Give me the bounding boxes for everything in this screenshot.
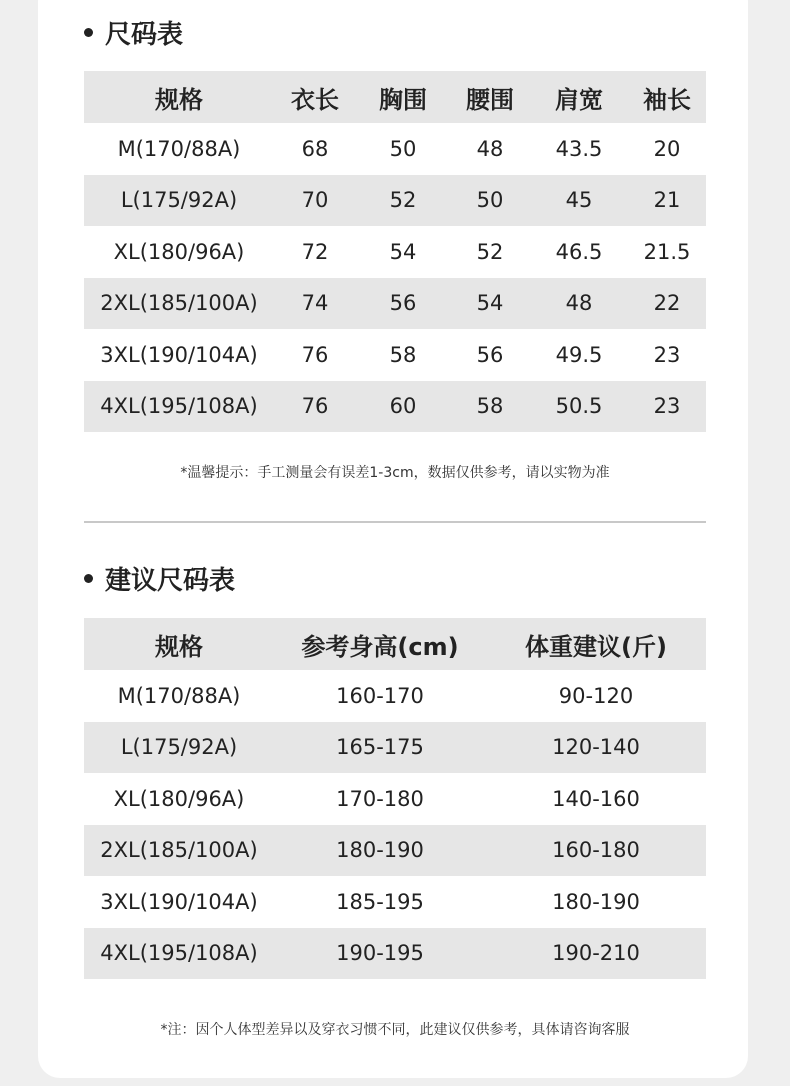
table-cell: 90-120 [558, 683, 634, 708]
table-cell: 56 [356, 278, 450, 330]
table-cell: 180-190 [552, 889, 640, 914]
table-cell: 160-170 [336, 683, 424, 708]
table-cell: L(175/92A) [84, 722, 274, 774]
table-cell: 20 [653, 136, 681, 161]
table-row [84, 329, 706, 381]
table-cell: 60 [356, 381, 450, 433]
table-cell: 160-180 [486, 825, 706, 877]
table-cell: 49.5 [555, 342, 603, 367]
table-row [84, 278, 706, 330]
table-cell: 48 [476, 136, 504, 161]
table-cell: M(170/88A) [117, 136, 241, 161]
table-cell: 3XL(190/104A) [100, 342, 258, 367]
table-header-row [84, 71, 706, 123]
table-cell: 170-180 [336, 786, 424, 811]
table-cell: 2XL(185/100A) [84, 825, 274, 877]
table-cell: 185-195 [336, 889, 424, 914]
table-cell: 21.5 [643, 239, 691, 264]
table-row [84, 825, 706, 877]
table-row [84, 722, 706, 774]
table-row [84, 123, 706, 175]
header-cell: 肩宽 [530, 71, 628, 123]
table-cell: 50 [450, 175, 530, 227]
header-cell: 体重建议(斤) [486, 618, 706, 670]
section-divider [84, 521, 706, 523]
table-row [84, 226, 706, 278]
table-cell: 58 [389, 342, 417, 367]
size-chart-note: *温馨提示：手工测量会有误差1-3cm，数据仅供参考，请以实物为准 [180, 465, 610, 481]
table-cell: 48 [530, 278, 628, 330]
table-row [84, 670, 706, 722]
table-cell: 4XL(195/108A) [84, 381, 274, 433]
table-cell: 76 [274, 381, 356, 433]
table-cell: 72 [301, 239, 329, 264]
table-cell: XL(180/96A) [113, 239, 245, 264]
table-cell: 45 [530, 175, 628, 227]
table-cell: 54 [450, 278, 530, 330]
table-cell: 74 [274, 278, 356, 330]
table-cell: 68 [301, 136, 329, 161]
bullet-icon [84, 28, 93, 37]
table-cell: 70 [274, 175, 356, 227]
recommend-chart-note: *注：因个人体型差异以及穿衣习惯不同，此建议仅供参考，具体请咨询客服 [160, 1022, 630, 1038]
table-header-row [84, 618, 706, 670]
header-cell: 袖长 [628, 71, 706, 123]
header-cell: 规格 [84, 618, 274, 670]
header-cell: 腰围 [450, 71, 530, 123]
header-cell: 参考身高(cm) [274, 618, 486, 670]
table-cell: M(170/88A) [117, 683, 241, 708]
table-cell: 165-175 [274, 722, 486, 774]
recommend-chart-table [84, 618, 706, 979]
table-cell: 21 [628, 175, 706, 227]
size-chart-heading [84, 12, 183, 52]
table-cell: 2XL(185/100A) [84, 278, 274, 330]
table-cell: 50 [389, 136, 417, 161]
table-cell: 58 [450, 381, 530, 433]
table-cell: 140-160 [552, 786, 640, 811]
table-cell: 4XL(195/108A) [84, 928, 274, 980]
table-cell: 43.5 [555, 136, 603, 161]
table-row [84, 773, 706, 825]
table-cell: L(175/92A) [84, 175, 274, 227]
table-cell: 120-140 [486, 722, 706, 774]
header-cell: 衣长 [274, 71, 356, 123]
table-cell: 46.5 [555, 239, 603, 264]
table-cell: 22 [628, 278, 706, 330]
table-cell: 180-190 [274, 825, 486, 877]
table-row [84, 381, 706, 433]
recommend-chart-heading [84, 558, 235, 598]
table-cell: 50.5 [530, 381, 628, 433]
bullet-icon [84, 574, 93, 583]
table-cell: 190-210 [486, 928, 706, 980]
recommend-chart-title: 建议尺码表 [105, 565, 236, 596]
table-row [84, 876, 706, 928]
table-cell: 190-195 [274, 928, 486, 980]
table-cell: 52 [476, 239, 504, 264]
table-row [84, 928, 706, 980]
size-chart-table [84, 71, 706, 432]
header-cell: 胸围 [356, 71, 450, 123]
table-cell: 3XL(190/104A) [100, 889, 258, 914]
table-cell: 23 [653, 342, 681, 367]
table-row [84, 175, 706, 227]
table-cell: 52 [356, 175, 450, 227]
table-cell: 54 [389, 239, 417, 264]
header-cell: 规格 [84, 71, 274, 123]
size-chart-title: 尺码表 [105, 19, 184, 50]
table-cell: 56 [476, 342, 504, 367]
table-cell: 76 [301, 342, 329, 367]
table-cell: 23 [628, 381, 706, 433]
table-cell: XL(180/96A) [113, 786, 245, 811]
